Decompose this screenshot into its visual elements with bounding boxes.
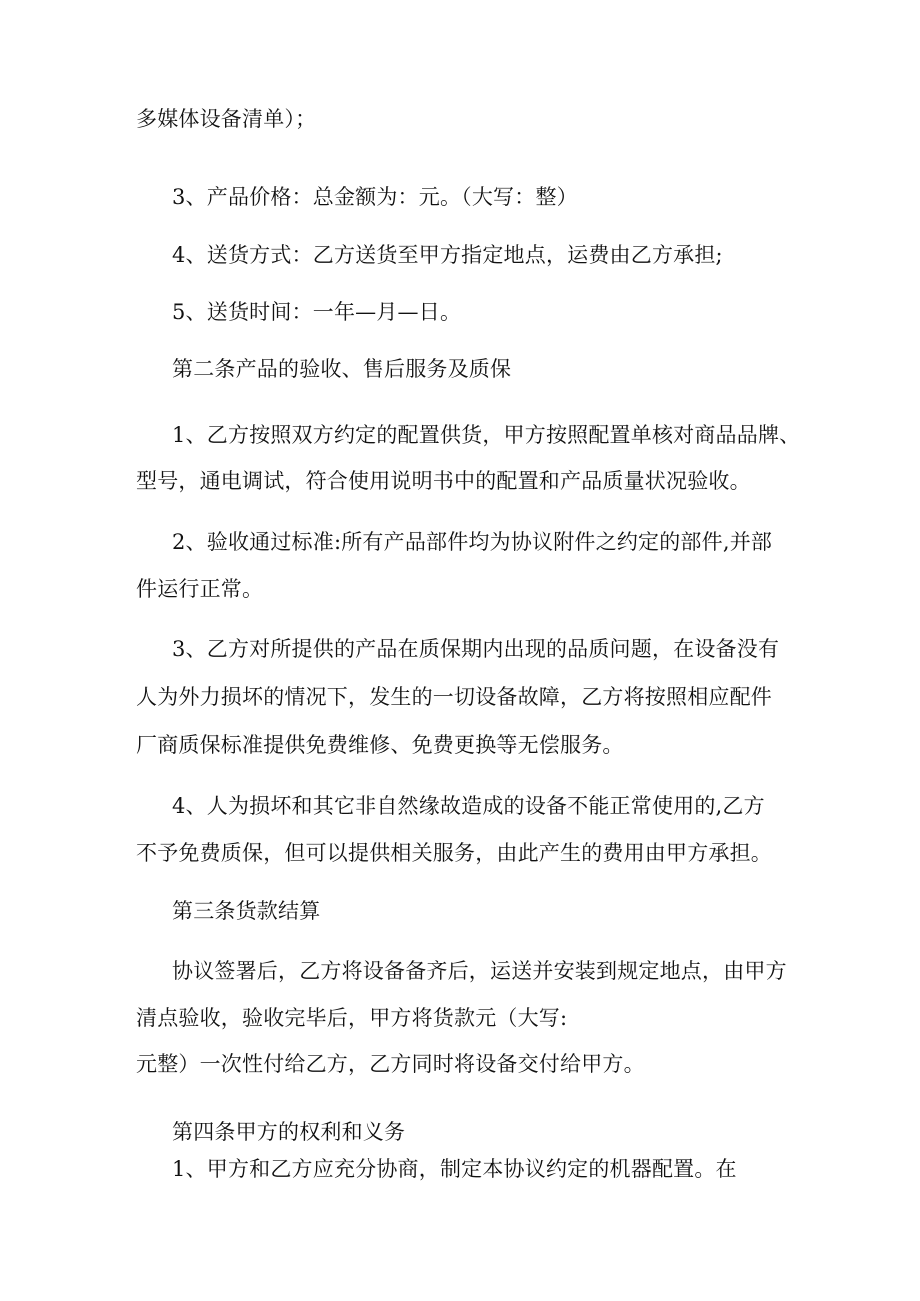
text-line: 人为外力损坏的情况下，发生的一切设备故障，乙方将按照相应配件 bbox=[136, 685, 772, 709]
text-line: 件运行正常。 bbox=[136, 577, 264, 601]
text-line: 元整）一次性付给乙方，乙方同时将设备交付给甲方。 bbox=[136, 1052, 645, 1076]
text-line: 型号，通电调试，符合使用说明书中的配置和产品质量状况验收。 bbox=[136, 469, 751, 493]
section-heading-article-4: 第四条甲方的权利和义务 bbox=[172, 1120, 406, 1144]
text-line: 1、甲方和乙方应充分协商，制定本协议约定的机器配置。在 bbox=[172, 1157, 737, 1181]
text-line: 协议签署后，乙方将设备备齐后，运送并安装到规定地点，由甲方 bbox=[172, 959, 787, 983]
text-line: 清点验收，验收完毕后，甲方将货款元（大写: bbox=[136, 1006, 568, 1030]
text-line: 3、乙方对所提供的产品在质保期内出现的品质问题，在设备没有 bbox=[172, 637, 780, 661]
clause-delivery-method: 4、送货方式：乙方送货至甲方指定地点，运费由乙方承担; bbox=[172, 243, 723, 267]
text-line: 2、验收通过标准:所有产品部件均为协议附件之约定的部件,并部 bbox=[172, 530, 773, 554]
clause-price: 3、产品价格：总金额为：元。（大写：整） bbox=[172, 185, 578, 209]
text-line: 多媒体设备清单）； bbox=[136, 107, 317, 131]
clause-delivery-time: 5、送货时间：一年—月—日。 bbox=[172, 300, 462, 324]
text-line: 厂商质保标准提供免费维修、免费更换等无偿服务。 bbox=[136, 733, 624, 757]
text-line: 不予免费质保，但可以提供相关服务，由此产生的费用由甲方承担。 bbox=[136, 841, 772, 865]
text-line: 1、乙方按照双方约定的配置供货，甲方按照配置单核对商品品牌、 bbox=[172, 423, 801, 447]
text-line: 4、人为损坏和其它非自然缘故造成的设备不能正常使用的,乙方 bbox=[172, 794, 765, 818]
section-heading-article-2: 第二条产品的验收、售后服务及质保 bbox=[172, 357, 512, 381]
section-heading-article-3: 第三条货款结算 bbox=[172, 899, 321, 923]
